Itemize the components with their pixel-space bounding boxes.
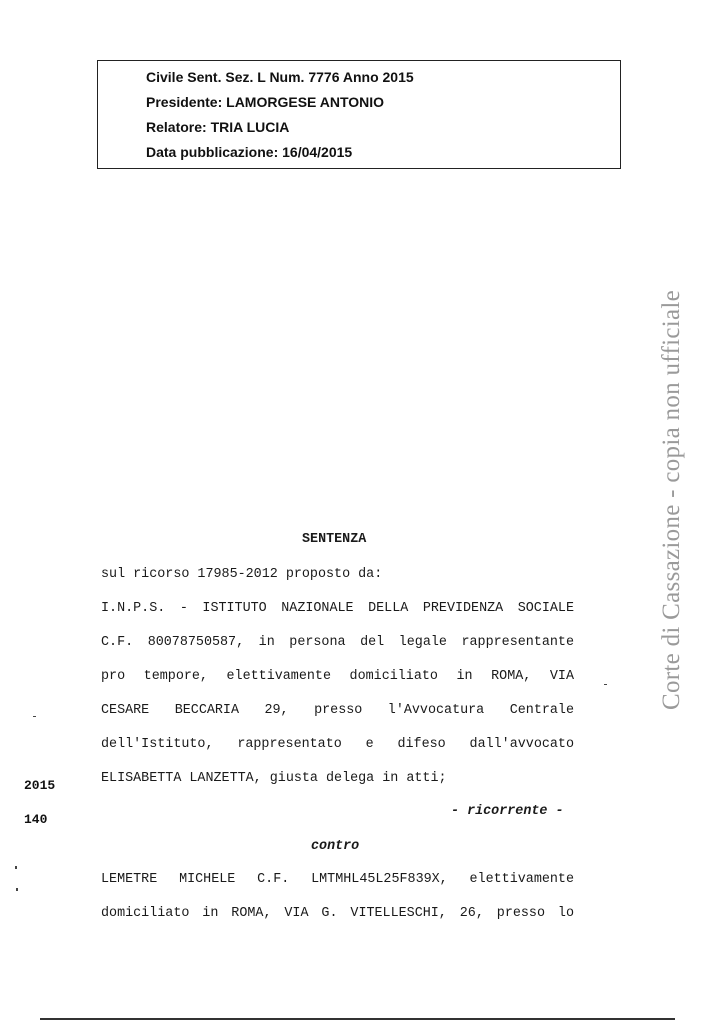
body-line: sul ricorso 17985-2012 proposto da: [101,567,383,582]
header-publication-date: Data pubblicazione: 16/04/2015 [146,144,353,160]
document-title: SENTENZA [302,532,367,547]
scan-speck [604,684,607,685]
body-line: C.F. 80078750587, in persona del legale rappresentante [101,635,574,650]
body-line: I.N.P.S. - ISTITUTO NAZIONALE DELLA PREVIDENZA SOCIALE [101,601,574,616]
bottom-rule [40,1018,675,1020]
scan-speck [16,888,18,891]
margin-number: 140 [24,812,48,827]
header-presidente: Presidente: LAMORGESE ANTONIO [146,94,385,110]
contro-label: contro [311,839,360,854]
body-line: domiciliato in ROMA, VIA G. VITELLESCHI, 26, presso lo [101,906,574,921]
body-line: ELISABETTA LANZETTA, giusta delega in atti; [101,771,447,786]
body-line: pro tempore, elettivamente domiciliato in ROMA, VIA [101,669,574,684]
body-line: CESARE BECCARIA 29, presso l'Avvocatura Centrale [101,703,574,718]
party-role-ricorrente: - ricorrente - [451,804,564,819]
watermark: Corte di Cassazione - copia non ufficiale [658,289,685,711]
header-relatore: Relatore: TRIA LUCIA [146,119,290,135]
scan-speck [33,716,36,717]
header-info-box [97,60,621,169]
scan-speck [15,866,17,869]
body-line: LEMETRE MICHELE C.F. LMTMHL45L25F839X, elettivamente [101,872,574,887]
header-section-number-year: Civile Sent. Sez. L Num. 7776 Anno 2015 [146,69,414,85]
margin-year: 2015 [24,778,56,793]
body-line: dell'Istituto, rappresentato e difeso dall'avvocato [101,737,574,752]
